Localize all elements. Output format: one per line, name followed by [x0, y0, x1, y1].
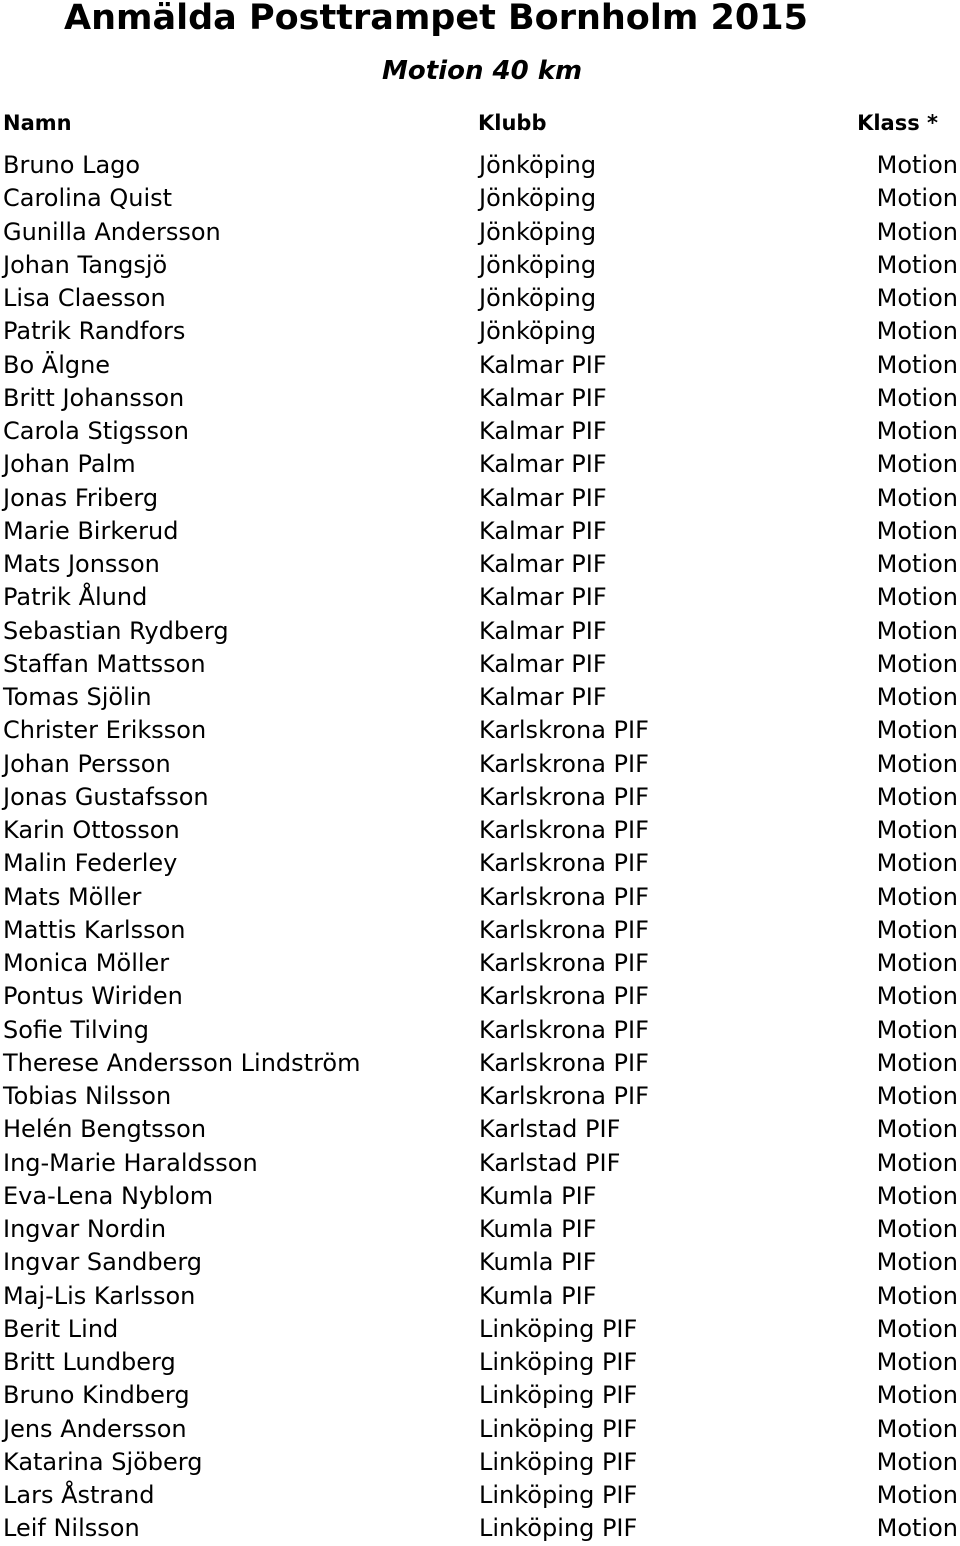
table-row — [0, 1346, 960, 1379]
participant-name: Carolina Quist — [3, 184, 173, 213]
participant-name: Leif Nilsson — [3, 1514, 140, 1543]
table-row — [0, 648, 960, 681]
participant-club: Kalmar PIF — [479, 583, 607, 612]
participant-name: Jonas Gustafsson — [3, 782, 209, 811]
table-row — [0, 1147, 960, 1180]
participant-club: Karlskrona PIF — [479, 816, 649, 844]
participant-club: Karlskrona PIF — [479, 882, 649, 911]
table-row — [0, 748, 960, 781]
participant-class: Motion — [876, 383, 958, 412]
participant-name: Johan Persson — [3, 749, 171, 778]
table-row — [0, 1479, 960, 1512]
participant-name: Lisa Claesson — [3, 284, 166, 312]
participant-class: Motion — [876, 350, 958, 379]
participant-class: Motion — [876, 882, 958, 911]
participant-class: Motion — [876, 483, 958, 512]
participant-name: Sebastian Rydberg — [3, 616, 229, 645]
table-row — [0, 216, 960, 249]
participant-class: Motion — [876, 184, 958, 213]
table-row — [0, 349, 960, 382]
participant-name: Lars Åstrand — [3, 1481, 155, 1509]
participant-name: Bruno Kindberg — [3, 1381, 190, 1410]
participant-club: Kalmar PIF — [479, 417, 607, 445]
participant-name: Ingvar Nordin — [3, 1215, 167, 1243]
participant-name: Karin Ottosson — [3, 816, 180, 844]
participant-club: Kalmar PIF — [479, 649, 607, 678]
participant-club: Linköping PIF — [479, 1447, 638, 1476]
table-row — [0, 1313, 960, 1346]
participant-name: Sofie Tilving — [3, 1015, 150, 1044]
participant-name: Patrik Ålund — [3, 583, 148, 612]
participant-name: Carola Stigsson — [3, 417, 189, 445]
participant-club: Kalmar PIF — [479, 450, 607, 479]
participant-class: Motion — [876, 849, 958, 878]
participant-name: Christer Eriksson — [3, 716, 207, 745]
participant-name: Tomas Sjölin — [3, 683, 152, 711]
participant-class: Motion — [876, 616, 958, 645]
participant-club: Karlskrona PIF — [479, 749, 649, 778]
participant-club: Kalmar PIF — [479, 483, 607, 512]
participant-name: Therese Andersson Lindström — [3, 1048, 361, 1077]
participant-list — [0, 149, 960, 1546]
table-row — [0, 1014, 960, 1047]
participant-name: Jonas Friberg — [3, 483, 159, 512]
participant-club: Karlskrona PIF — [479, 949, 649, 977]
participant-class: Motion — [876, 1115, 958, 1144]
participant-class: Motion — [876, 915, 958, 944]
table-row — [0, 1213, 960, 1246]
participant-class: Motion — [876, 1381, 958, 1410]
participant-class: Motion — [876, 683, 958, 711]
participant-name: Mats Jonsson — [3, 550, 160, 578]
participant-class: Motion — [876, 1514, 958, 1543]
participant-name: Maj-Lis Karlsson — [3, 1281, 196, 1310]
participant-name: Mattis Karlsson — [3, 915, 186, 944]
participant-club: Karlskrona PIF — [479, 782, 649, 811]
participant-class: Motion — [876, 417, 958, 445]
participant-class: Motion — [876, 450, 958, 479]
participant-club: Karlskrona PIF — [479, 849, 649, 878]
participant-club: Karlskrona PIF — [479, 716, 649, 745]
participant-club: Kalmar PIF — [479, 683, 607, 711]
participant-class: Motion — [876, 284, 958, 312]
participant-class: Motion — [876, 550, 958, 578]
participant-class: Motion — [876, 1414, 958, 1443]
participant-class: Motion — [876, 716, 958, 745]
participant-name: Berit Lind — [3, 1314, 119, 1343]
participant-class: Motion — [876, 649, 958, 678]
participant-club: Kalmar PIF — [479, 616, 607, 645]
participant-club: Karlstad PIF — [479, 1148, 621, 1177]
column-header-name: Namn — [3, 111, 72, 135]
table-row — [0, 1246, 960, 1279]
participant-club: Jönköping — [479, 217, 597, 246]
table-row — [0, 149, 960, 182]
participant-club: Linköping PIF — [479, 1414, 638, 1443]
participant-club: Jönköping — [479, 284, 597, 312]
participant-name: Helén Bengtsson — [3, 1115, 207, 1144]
participant-club: Kumla PIF — [479, 1248, 597, 1277]
participant-club: Linköping PIF — [479, 1314, 638, 1343]
participant-club: Kalmar PIF — [479, 350, 607, 379]
participant-name: Bo Älgne — [3, 350, 111, 379]
participant-class: Motion — [876, 1148, 958, 1177]
participant-class: Motion — [876, 1082, 958, 1110]
participant-club: Kumla PIF — [479, 1281, 597, 1310]
column-header-club: Klubb — [478, 111, 547, 135]
participant-club: Kumla PIF — [479, 1215, 597, 1243]
participant-club: Karlskrona PIF — [479, 1015, 649, 1044]
participant-name: Bruno Lago — [3, 151, 141, 179]
table-row — [0, 182, 960, 215]
participant-class: Motion — [876, 1281, 958, 1310]
table-row — [0, 847, 960, 880]
participant-class: Motion — [876, 1314, 958, 1343]
participant-club: Karlskrona PIF — [479, 1048, 649, 1077]
table-row — [0, 315, 960, 348]
participant-class: Motion — [876, 816, 958, 844]
participant-club: Kumla PIF — [479, 1181, 597, 1210]
page-title: Anmälda Posttrampet Bornholm 2015 — [64, 0, 808, 38]
participant-name: Jens Andersson — [3, 1414, 187, 1443]
participant-class: Motion — [876, 1015, 958, 1044]
participant-name: Johan Palm — [3, 450, 136, 479]
participant-class: Motion — [876, 151, 958, 179]
participant-name: Tobias Nilsson — [3, 1082, 172, 1110]
table-row — [0, 714, 960, 747]
table-row — [0, 980, 960, 1013]
participant-club: Linköping PIF — [479, 1348, 638, 1376]
participant-name: Britt Johansson — [3, 383, 185, 412]
participant-class: Motion — [876, 749, 958, 778]
page-subtitle: Motion 40 km — [382, 56, 583, 86]
table-row — [0, 1113, 960, 1146]
table-row — [0, 947, 960, 980]
table-row — [0, 781, 960, 814]
table-row — [0, 1280, 960, 1313]
table-row — [0, 1512, 960, 1545]
participant-class: Motion — [876, 982, 958, 1011]
participant-class: Motion — [876, 583, 958, 612]
table-row — [0, 282, 960, 315]
participant-name: Patrik Randfors — [3, 317, 186, 346]
participant-name: Mats Möller — [3, 882, 142, 911]
table-row — [0, 1180, 960, 1213]
participant-class: Motion — [876, 1481, 958, 1509]
table-row — [0, 615, 960, 648]
participant-class: Motion — [876, 516, 958, 545]
participant-class: Motion — [876, 1215, 958, 1243]
participant-name: Gunilla Andersson — [3, 217, 221, 246]
participant-class: Motion — [876, 949, 958, 977]
participant-club: Kalmar PIF — [479, 516, 607, 545]
table-row — [0, 382, 960, 415]
table-row — [0, 681, 960, 714]
table-row — [0, 814, 960, 847]
table-row — [0, 1080, 960, 1113]
table-row — [0, 1379, 960, 1412]
participant-name: Malin Federley — [3, 849, 178, 878]
participant-name: Katarina Sjöberg — [3, 1447, 203, 1476]
column-header-class: Klass * — [857, 111, 938, 135]
table-row — [0, 1047, 960, 1080]
participant-class: Motion — [876, 1048, 958, 1077]
table-row — [0, 448, 960, 481]
participant-name: Ingvar Sandberg — [3, 1248, 202, 1277]
table-row — [0, 482, 960, 515]
participant-class: Motion — [876, 782, 958, 811]
participant-class: Motion — [876, 317, 958, 346]
table-row — [0, 548, 960, 581]
participant-name: Staffan Mattsson — [3, 649, 206, 678]
participant-class: Motion — [876, 1348, 958, 1376]
participant-club: Linköping PIF — [479, 1381, 638, 1410]
participant-class: Motion — [876, 1248, 958, 1277]
participant-name: Monica Möller — [3, 949, 170, 977]
participant-club: Karlstad PIF — [479, 1115, 621, 1144]
participant-club: Jönköping — [479, 151, 597, 179]
participant-class: Motion — [876, 1181, 958, 1210]
participant-name: Pontus Wiriden — [3, 982, 183, 1011]
table-row — [0, 881, 960, 914]
participant-name: Eva-Lena Nyblom — [3, 1181, 214, 1210]
participant-club: Jönköping — [479, 250, 597, 279]
table-row — [0, 581, 960, 614]
participant-name: Britt Lundberg — [3, 1348, 176, 1376]
participant-club: Karlskrona PIF — [479, 1082, 649, 1110]
participant-club: Karlskrona PIF — [479, 915, 649, 944]
participant-class: Motion — [876, 217, 958, 246]
table-row — [0, 914, 960, 947]
participant-club: Linköping PIF — [479, 1481, 638, 1509]
participant-name: Johan Tangsjö — [3, 250, 168, 279]
table-row — [0, 515, 960, 548]
participant-club: Jönköping — [479, 317, 597, 346]
participant-class: Motion — [876, 250, 958, 279]
table-row — [0, 1446, 960, 1479]
participant-name: Ing-Marie Haraldsson — [3, 1148, 258, 1177]
participant-club: Kalmar PIF — [479, 383, 607, 412]
participant-club: Kalmar PIF — [479, 550, 607, 578]
participant-club: Karlskrona PIF — [479, 982, 649, 1011]
table-row — [0, 415, 960, 448]
table-row — [0, 249, 960, 282]
participant-class: Motion — [876, 1447, 958, 1476]
table-row — [0, 1413, 960, 1446]
participant-name: Marie Birkerud — [3, 516, 179, 545]
table-header — [0, 108, 960, 138]
participant-club: Jönköping — [479, 184, 597, 213]
participant-club: Linköping PIF — [479, 1514, 638, 1543]
